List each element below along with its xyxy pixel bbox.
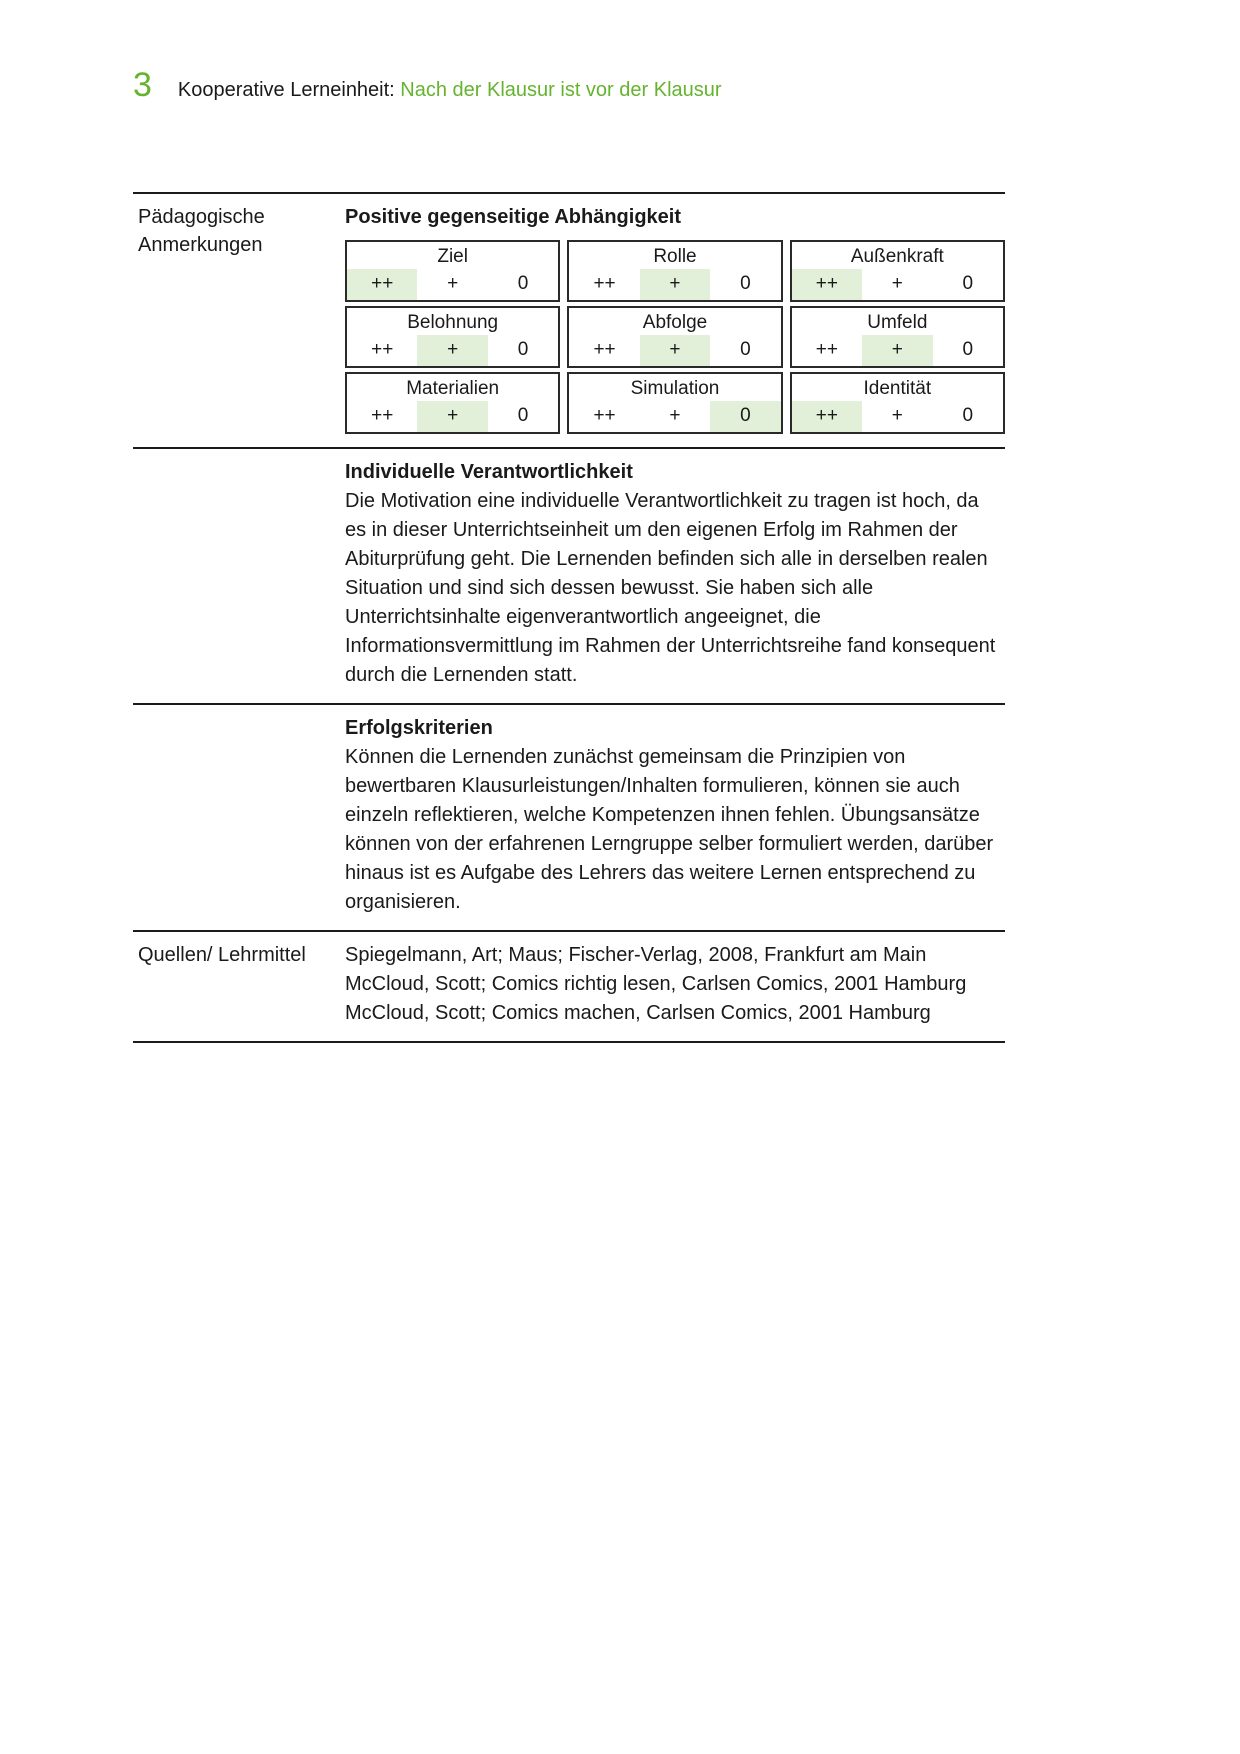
rating-cell-selected: + xyxy=(417,401,487,432)
row-dependency xyxy=(133,192,1005,447)
dependency-card xyxy=(567,240,782,302)
source-line: McCloud, Scott; Comics richtig lesen, Carlsen Comics, 2001 Hamburg xyxy=(345,973,967,995)
dependency-card xyxy=(345,240,560,302)
dependency-grid xyxy=(345,240,1005,434)
dependency-card-title: Simulation xyxy=(630,378,720,399)
label-empty-criteria xyxy=(133,712,345,917)
dependency-card-scale xyxy=(792,401,1003,432)
dependency-card xyxy=(345,372,560,434)
row-responsibility xyxy=(133,447,1005,703)
page-title xyxy=(178,77,722,103)
responsibility-content xyxy=(345,456,1005,690)
dependency-card xyxy=(790,306,1005,368)
label-pedagogical-notes: Pädagogische Anmerkungen xyxy=(138,206,265,256)
rating-cell: ++ xyxy=(815,339,838,360)
rating-cell: ++ xyxy=(593,405,616,426)
rating-cell-selected: ++ xyxy=(347,269,417,300)
dependency-content xyxy=(345,201,1005,434)
rating-cell-selected: + xyxy=(640,335,710,366)
rating-cell: 0 xyxy=(517,405,529,426)
dependency-card xyxy=(567,372,782,434)
dependency-card-title: Außenkraft xyxy=(850,246,944,267)
dependency-card-title: Materialien xyxy=(406,378,500,399)
dependency-card xyxy=(790,240,1005,302)
rating-cell: 0 xyxy=(740,273,751,294)
dependency-card-title: Identität xyxy=(863,378,932,399)
rating-cell-selected: + xyxy=(862,335,932,366)
dependency-card-title: Belohnung xyxy=(407,312,499,333)
dependency-card-title: Ziel xyxy=(437,246,468,267)
dependency-card xyxy=(790,372,1005,434)
rating-cell: ++ xyxy=(593,339,616,360)
responsibility-heading: Individuelle Verantwortlichkeit xyxy=(345,461,633,483)
rating-cell: ++ xyxy=(593,273,616,294)
dependency-card-title: Umfeld xyxy=(867,312,928,333)
row-sources xyxy=(133,930,1005,1041)
dependency-card-scale xyxy=(569,401,780,432)
rating-cell: 0 xyxy=(962,405,974,426)
rating-cell: ++ xyxy=(371,405,394,426)
criteria-heading: Erfolgskriterien xyxy=(345,717,493,739)
row-criteria xyxy=(133,703,1005,930)
sources-content xyxy=(345,939,1005,1028)
main-table xyxy=(133,192,1005,1043)
responsibility-body: Die Motivation eine individuelle Verantwortlichkeit zu tragen ist hoch, da es in dieser Unterrichtseinheit um den eigenen Erfolg im Rahmen der Abiturprüfung geht. Die Lernenden befinden sich alle in derselben realen Situation und sind sich dessen bewusst. Sie haben sich alle Unterrichtsinhalte eigenverantwortlich angeeignet, die Informationsvermittlung im Rahmen der Unterrichtsreihe fand konsequent durch die Lernenden statt. xyxy=(345,490,996,686)
source-line: Spiegelmann, Art; Maus; Fischer-Verlag, 2008, Frankfurt am Main xyxy=(345,944,927,966)
rating-cell: 0 xyxy=(740,339,751,360)
rating-cell: 0 xyxy=(962,339,974,360)
rating-cell: + xyxy=(447,273,459,294)
page-header xyxy=(133,66,722,104)
label-sources: Quellen/ Lehrmittel xyxy=(138,944,306,966)
dependency-card-title: Rolle xyxy=(653,246,697,267)
criteria-content xyxy=(345,712,1005,917)
rating-cell: + xyxy=(669,405,681,426)
rating-cell-selected: ++ xyxy=(792,269,862,300)
page-title-prefix: Kooperative Lerneinheit: xyxy=(177,79,401,101)
rating-cell-selected: 0 xyxy=(710,401,780,432)
page-title-highlight: Nach der Klausur ist vor der Klausur xyxy=(400,79,722,101)
dependency-card-scale xyxy=(347,269,558,300)
rating-cell-selected: + xyxy=(417,335,487,366)
dependency-card-scale xyxy=(347,335,558,366)
dependency-heading: Positive gegenseitige Abhängigkeit xyxy=(345,206,681,228)
criteria-body: Können die Lernenden zunächst gemeinsam die Prinzipien von bewertbaren Klausurleistungen/Inhalten formulieren, können sie auch einzeln reflektieren, welche Kompetenzen ihnen fehlen. Übungsansätze können von der erfahrenen Lerngruppe selber formuliert werden, darüber hinaus ist es Aufgabe des Lehrers das weitere Lernen entsprechend zu organisieren. xyxy=(345,746,994,913)
dependency-card-scale xyxy=(792,269,1003,300)
rating-cell: ++ xyxy=(371,339,394,360)
rating-cell: 0 xyxy=(517,273,529,294)
rating-cell: 0 xyxy=(517,339,529,360)
label-empty-responsibility xyxy=(133,456,345,690)
rating-cell-selected: + xyxy=(640,269,710,300)
dependency-card-title: Abfolge xyxy=(642,312,708,333)
dependency-card-scale xyxy=(347,401,558,432)
rating-cell: + xyxy=(891,273,903,294)
source-line: McCloud, Scott; Comics machen, Carlsen Comics, 2001 Hamburg xyxy=(345,1002,931,1024)
rating-cell: + xyxy=(891,405,903,426)
chapter-number: 3 xyxy=(133,66,152,104)
dependency-card-scale xyxy=(569,335,780,366)
dependency-card xyxy=(345,306,560,368)
dependency-card-scale xyxy=(792,335,1003,366)
dependency-card-scale xyxy=(569,269,780,300)
rating-cell-selected: ++ xyxy=(792,401,862,432)
rating-cell: 0 xyxy=(962,273,974,294)
dependency-card xyxy=(567,306,782,368)
